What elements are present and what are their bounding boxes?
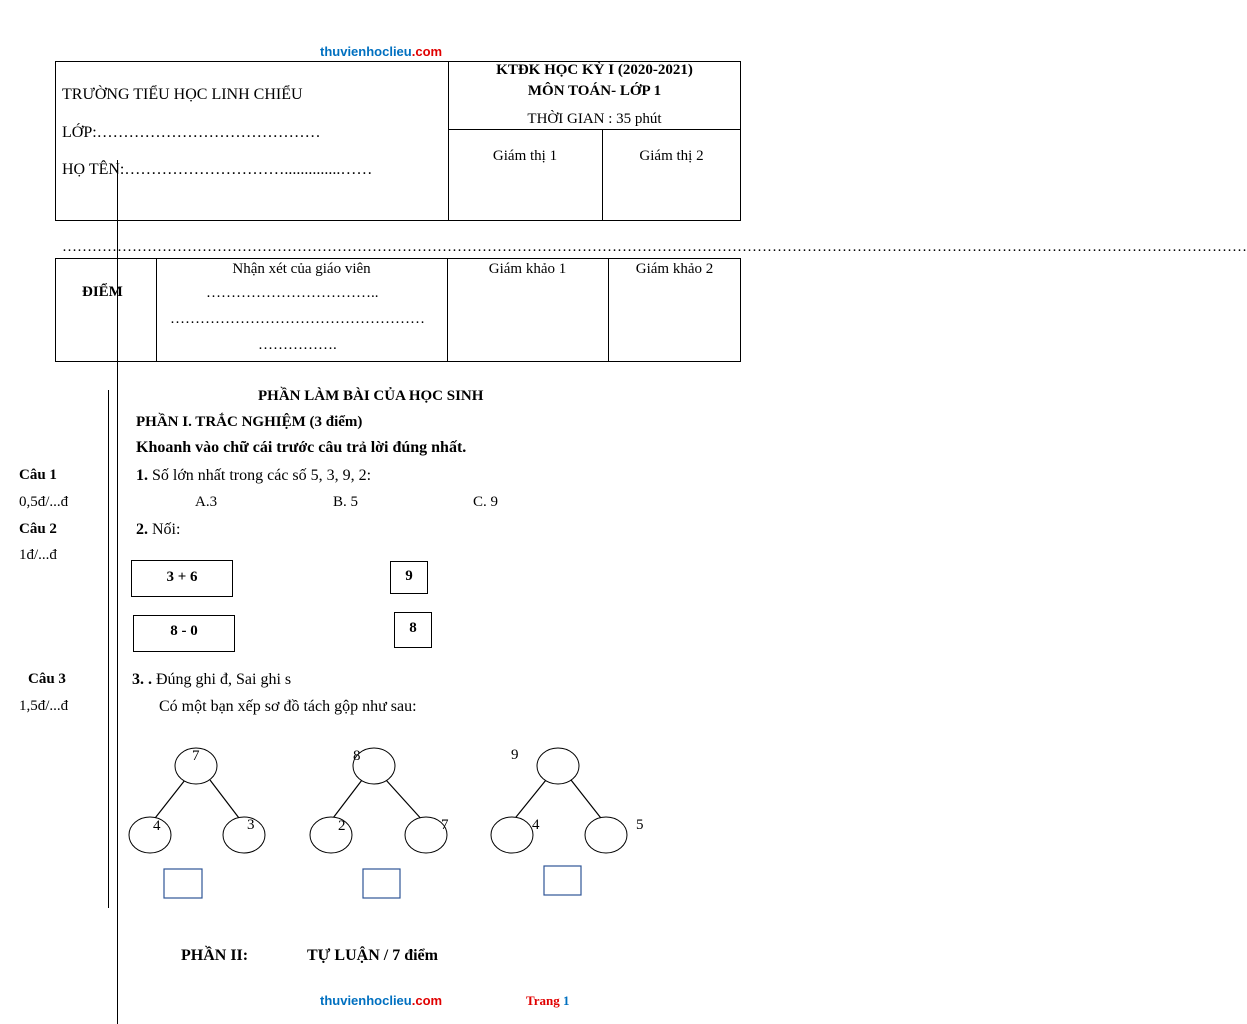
class-line: LỚP:…………………………………… [62,124,321,141]
tree-1-right-value: 3 [247,817,255,833]
part2-label: PHẦN II: [181,947,249,964]
tree-3-right-value: 5 [636,817,644,833]
q2-label: Câu 2 [19,521,57,537]
q2-points: 1đ/...đ [19,547,57,563]
q2-right-box-2: 8 [394,612,432,648]
tree-1-right-node [223,817,265,853]
q1-number: 1. [136,467,148,484]
tree-3-answer-box[interactable] [544,866,581,895]
footer-site-name: thuvienhoclieu [320,993,412,1008]
tree-3 [491,747,644,895]
q2-left-box-2: 8 - 0 [133,615,235,652]
tree-3-left-node [491,817,533,853]
tree-1 [129,748,265,898]
tree-2-answer-box[interactable] [363,869,400,898]
site-header [320,44,442,59]
exam-title: KTĐK HỌC KỲ I (2020-2021) [496,62,693,78]
q2-number: 2. [136,521,148,538]
q3-number: 3. . [132,671,152,688]
tree-3-left-value: 4 [532,817,540,833]
header-row-divider [448,129,741,130]
grader-1-label: Giám khảo 1 [488,261,567,277]
tree-3-right-node [585,817,627,853]
score-label: ĐIỂM [82,284,123,300]
page-number: 1 [562,993,570,1008]
subject: MÔN TOÁN- LỚP 1 [527,83,662,99]
q2-right-box-1: 9 [390,561,428,594]
page-indicator [526,993,569,1009]
q1-points: 0,5đ/...đ [19,494,69,510]
q1-label: Câu 1 [19,467,57,483]
q3-text: Đúng ghi đ, Sai ghi s [152,671,292,688]
split-diagrams [0,730,768,910]
comment-label: Nhận xét của giáo viên [232,261,371,277]
section-title: PHẦN LÀM BÀI CỦA HỌC SINH [258,388,484,404]
site-tld: .com [411,44,443,59]
q3-subtext: Có một bạn xếp sơ đồ tách gộp như sau: [159,698,417,715]
q3-question [132,671,291,689]
page-label: Trang [526,993,560,1008]
school-name: TRƯỜNG TIỂU HỌC LINH CHIỂU [62,86,303,103]
instruction: Khoanh vào chữ cái trước câu trả lời đúng nhất. [136,439,467,456]
q1-text: Số lớn nhất trong các số 5, 3, 9, 2: [148,467,372,484]
q2-text: Nối: [148,521,181,538]
tree-3-top-value: 9 [511,747,519,763]
tree-2-left-value: 2 [338,818,346,834]
tree-1-top-value: 7 [192,748,200,764]
tree-1-left-node [129,817,171,853]
proctor-divider [602,129,603,221]
q3-label: Câu 3 [28,671,66,687]
q2-question [136,521,180,539]
q3-points: 1,5đ/...đ [19,698,69,714]
q1-option-b: B. 5 [333,494,359,510]
tree-2 [310,748,449,898]
tree-2-right-value: 7 [441,817,449,833]
footer-site-tld: .com [411,993,443,1008]
tree-1-left-value: 4 [153,818,161,834]
tree-2-top-value: 8 [353,748,361,764]
part1-title: PHẦN I. TRẮC NGHIỆM (3 điểm) [136,414,363,430]
q1-option-c: C. 9 [473,494,499,510]
duration: THỜI GIAN : 35 phút [527,111,662,127]
q1-question [136,467,371,485]
grader-2-label: Giám khảo 2 [635,261,714,277]
site-footer [320,993,442,1008]
name-line: HỌ TÊN:…………………………..............…… [62,161,373,178]
proctor-2-label: Giám thị 2 [639,148,704,164]
comment-dots-3: ……………. [258,337,337,353]
tree-2-left-node [310,817,352,853]
site-name: thuvienhoclieu [320,44,412,59]
proctor-1-label: Giám thị 1 [492,148,558,164]
tree-3-top-node [537,748,579,784]
q1-option-a: A.3 [195,494,218,510]
comment-dots-1: …………………………….. [206,285,379,301]
part2-title: TỰ LUẬN / 7 điểm [307,947,438,964]
separator-dots: ………………………………………………………………………………………………………………………………………………………………………………………………………………… [62,239,1247,255]
q2-left-box-1: 3 + 6 [131,560,233,597]
tree-1-answer-box[interactable] [164,869,202,898]
comment-dots-2: …………………………………………… [170,311,425,327]
